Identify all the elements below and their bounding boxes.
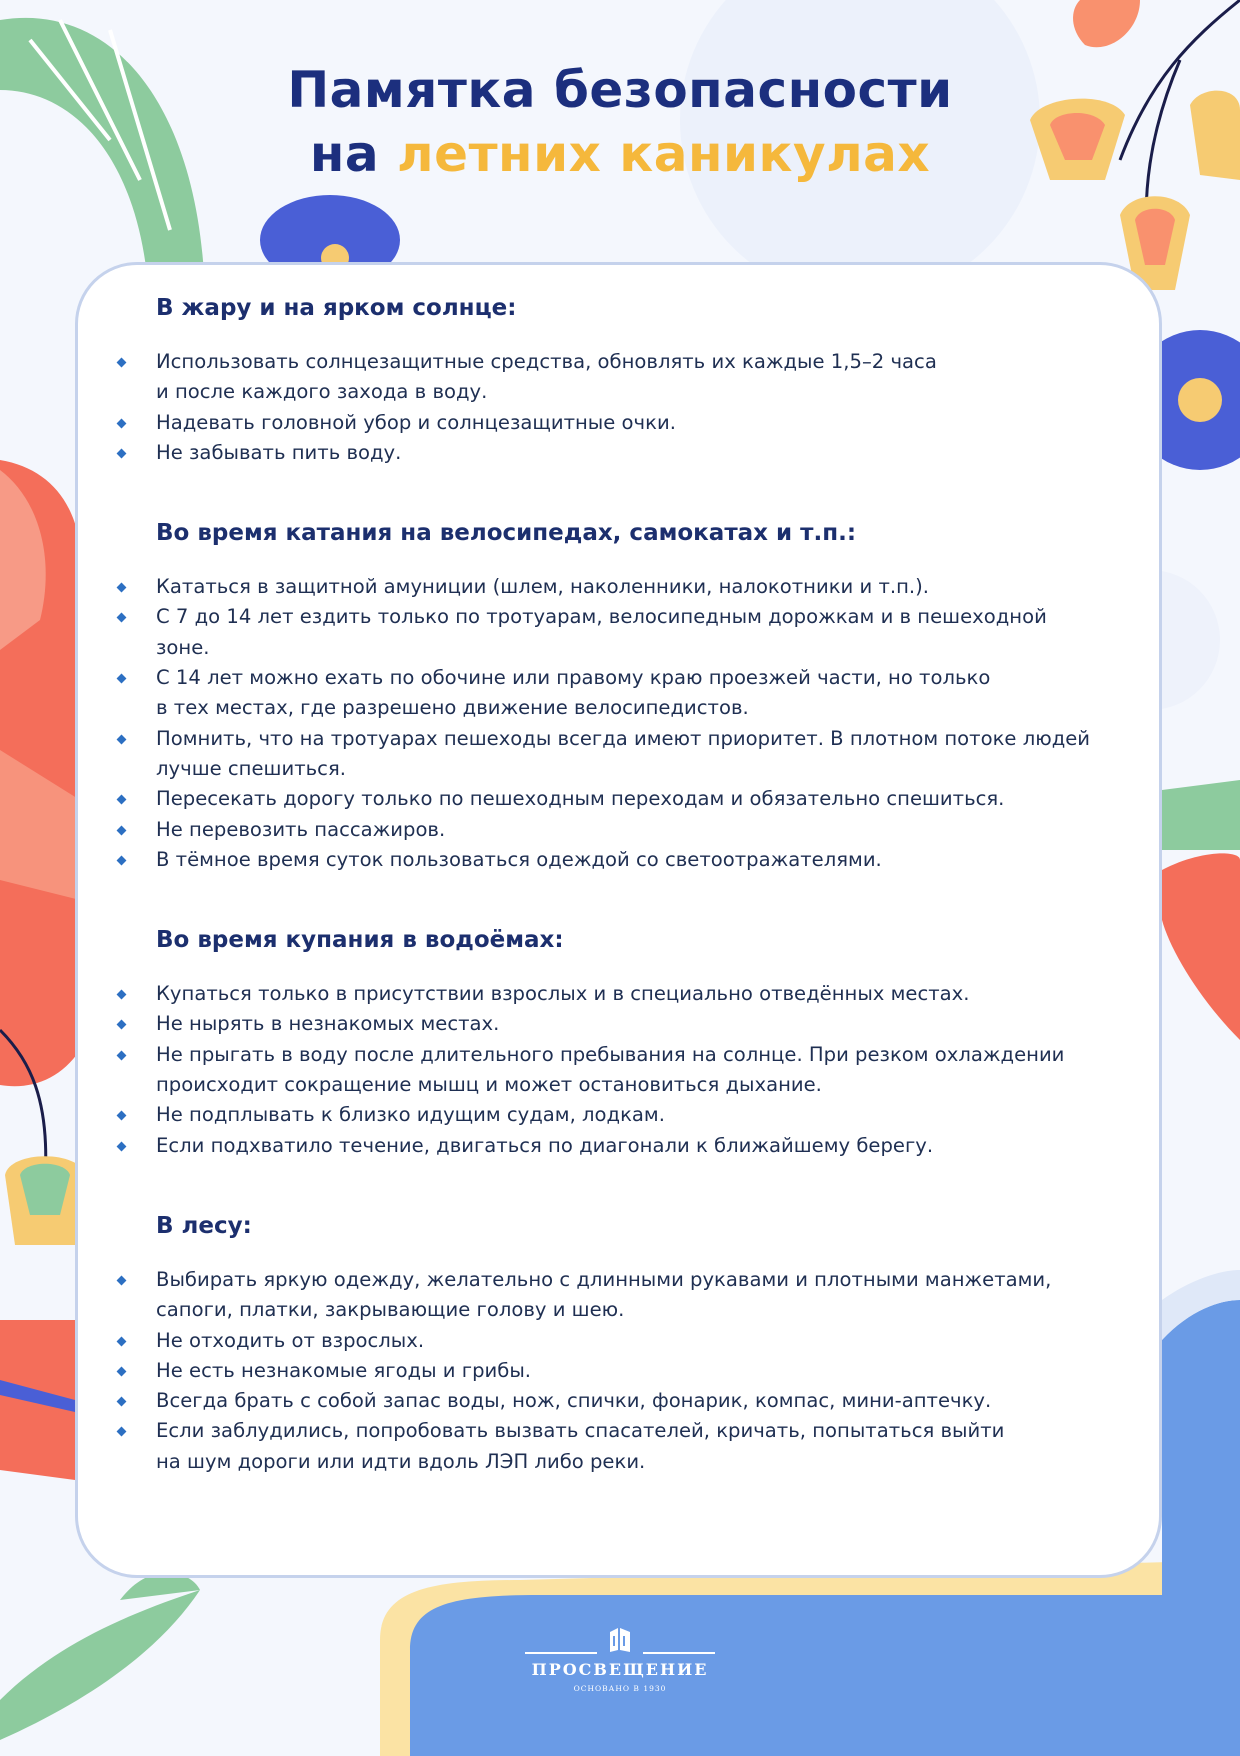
list-item-text: и после каждого захода в воду. bbox=[156, 380, 488, 404]
list-item-text: Помнить, что на тротуарах пешеходы всегда имеют приоритет. В плотном потоке людей bbox=[156, 726, 1091, 750]
bullet-icon bbox=[117, 1050, 127, 1060]
title-line-1: Памятка безопасности bbox=[287, 61, 953, 119]
list-item-text: В тёмное время суток пользоваться одеждой со светоотражателями. bbox=[156, 847, 882, 871]
list-item bbox=[156, 663, 1136, 724]
list-item bbox=[156, 602, 1136, 663]
bullet-icon bbox=[117, 990, 127, 1000]
list-item bbox=[156, 347, 1136, 408]
list-item-text: Не отходить от взрослых. bbox=[156, 1328, 425, 1352]
section bbox=[156, 927, 1136, 1161]
list-item-text: происходит сокращение мышц и может остановиться дыхание. bbox=[156, 1073, 822, 1097]
sections-container bbox=[156, 295, 1136, 1529]
section-title: В лесу: bbox=[156, 1212, 252, 1239]
bullet-list bbox=[156, 979, 1136, 1161]
list-item-text: Купаться только в присутствии взрослых и в специально отведённых местах. bbox=[156, 982, 970, 1006]
list-item bbox=[156, 1100, 1136, 1130]
section-title: Во время катания на велосипедах, самокатах и т.п.: bbox=[156, 520, 857, 547]
bullet-icon bbox=[117, 1141, 127, 1151]
publisher-founded: ОСНОВАНО В 1930 bbox=[573, 1684, 667, 1693]
content-card bbox=[75, 262, 1162, 1578]
list-item bbox=[156, 1356, 1136, 1386]
list-item-text: С 7 до 14 лет ездить только по тротуарам, велосипедным дорожкам и в пешеходной bbox=[156, 605, 1047, 629]
list-item-text: Не подплывать к близко идущим судам, лодкам. bbox=[156, 1103, 665, 1127]
list-item bbox=[156, 1326, 1136, 1356]
list-item-text: Не нырять в незнакомых местах. bbox=[156, 1012, 500, 1036]
list-item bbox=[156, 438, 1136, 468]
section-title: В жару и на ярком солнце: bbox=[156, 295, 517, 321]
list-item-text: Не перевозить пассажиров. bbox=[156, 817, 446, 841]
bullet-icon bbox=[117, 674, 127, 684]
bullet-icon bbox=[117, 1111, 127, 1121]
bullet-icon bbox=[117, 1366, 127, 1376]
list-item-text: Не забывать пить воду. bbox=[156, 440, 402, 464]
list-item bbox=[156, 1386, 1136, 1416]
list-item bbox=[156, 845, 1136, 875]
bullet-icon bbox=[117, 734, 127, 744]
bullet-icon bbox=[117, 418, 127, 428]
list-item-text: сапоги, платки, закрывающие голову и шею. bbox=[156, 1298, 625, 1322]
bullet-icon bbox=[117, 1275, 127, 1285]
list-item-text: Если заблудились, попробовать вызвать спасателей, кричать, попытаться выйти bbox=[156, 1419, 1005, 1443]
list-item-text: лучше спешиться. bbox=[156, 756, 346, 780]
bullet-icon bbox=[117, 795, 127, 805]
list-item-text: Всегда брать с собой запас воды, нож, спички, фонарик, компас, мини-аптечку. bbox=[156, 1389, 992, 1413]
leaf-decoration bbox=[1162, 780, 1240, 1040]
title-line-2-prefix: на bbox=[309, 125, 380, 183]
list-item bbox=[156, 1040, 1136, 1101]
bullet-list bbox=[156, 1265, 1136, 1477]
list-item-text: Если подхватило течение, двигаться по диагонали к ближайшему берегу. bbox=[156, 1133, 934, 1157]
flower-decoration bbox=[0, 460, 82, 1480]
title-line-2-accent: летних каникулах bbox=[397, 125, 931, 183]
list-item-text: на шум дороги или идти вдоль ЛЭП либо реки. bbox=[156, 1449, 646, 1473]
page-title bbox=[0, 58, 1240, 186]
leaf-decoration bbox=[0, 1573, 200, 1741]
list-item bbox=[156, 572, 1136, 602]
bullet-icon bbox=[117, 1427, 127, 1437]
flower-decoration bbox=[5, 1156, 85, 1245]
list-item-text: Выбирать яркую одежду, желательно с длинными рукавами и плотными манжетами, bbox=[156, 1267, 1052, 1291]
bullet-icon bbox=[117, 1020, 127, 1030]
bullet-icon bbox=[117, 855, 127, 865]
bullet-list bbox=[156, 572, 1136, 875]
list-item-text: Не есть незнакомые ягоды и грибы. bbox=[156, 1358, 532, 1382]
list-item-text: Не прыгать в воду после длительного пребывания на солнце. При резком охлаждении bbox=[156, 1042, 1065, 1066]
list-item bbox=[156, 1131, 1136, 1161]
bullet-icon bbox=[117, 1397, 127, 1407]
list-item-text: С 14 лет можно ехать по обочине или правому краю проезжей части, но только bbox=[156, 666, 991, 690]
publisher-name: ПРОСВЕЩЕНИЕ bbox=[531, 1660, 709, 1679]
list-item bbox=[156, 1265, 1136, 1326]
bullet-list bbox=[156, 347, 1136, 468]
list-item bbox=[156, 724, 1136, 785]
bullet-icon bbox=[117, 613, 127, 623]
section bbox=[156, 295, 1136, 468]
bullet-icon bbox=[117, 358, 127, 368]
list-item bbox=[156, 815, 1136, 845]
bullet-icon bbox=[117, 1336, 127, 1346]
list-item bbox=[156, 1009, 1136, 1039]
list-item-text: Пересекать дорогу только по пешеходным переходам и обязательно спешиться. bbox=[156, 787, 1005, 811]
list-item bbox=[156, 979, 1136, 1009]
list-item bbox=[156, 1416, 1136, 1477]
bullet-icon bbox=[117, 583, 127, 593]
section bbox=[156, 520, 1136, 875]
list-item-text: Использовать солнцезащитные средства, обновлять их каждые 1,5–2 часа bbox=[156, 350, 937, 373]
section-title: Во время купания в водоёмах: bbox=[156, 927, 564, 954]
list-item-text: в тех местах, где разрешено движение велосипедистов. bbox=[156, 696, 749, 720]
section bbox=[156, 1213, 1136, 1477]
list-item-text: Кататься в защитной амуниции (шлем, наколенники, налокотники и т.п.). bbox=[156, 575, 930, 599]
list-item bbox=[156, 784, 1136, 814]
publisher-logo-icon bbox=[608, 1628, 632, 1654]
list-item-text: Надевать головной убор и солнцезащитные очки. bbox=[156, 410, 676, 434]
bullet-icon bbox=[117, 825, 127, 835]
bullet-icon bbox=[117, 448, 127, 458]
list-item bbox=[156, 408, 1136, 438]
list-item-text: зоне. bbox=[156, 635, 210, 659]
